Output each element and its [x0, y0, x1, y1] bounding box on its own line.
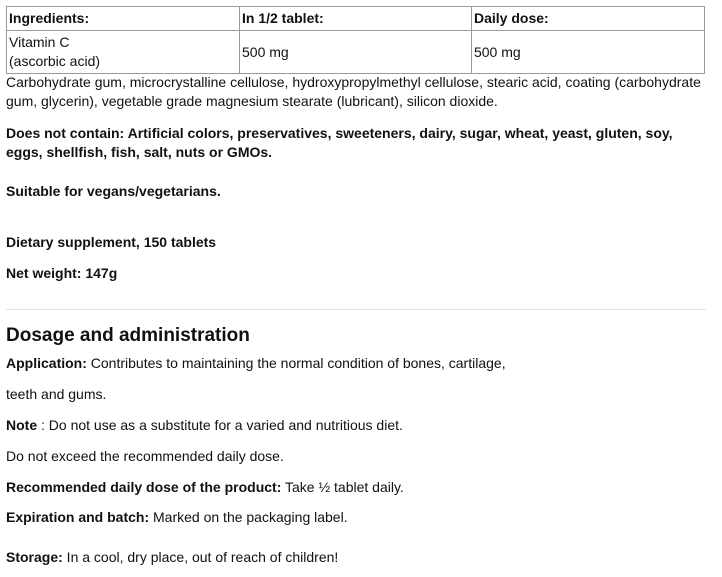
table-header-row	[7, 7, 705, 31]
storage-line	[6, 548, 706, 567]
ingredient-name-cell	[7, 31, 240, 74]
note-text: : Do not use as a substitute for a varied and nutritious diet.	[37, 417, 403, 433]
recommended-label: Recommended daily dose of the product:	[6, 479, 282, 495]
storage-label: Storage:	[6, 549, 63, 565]
header-half-tablet: In 1/2 tablet:	[240, 7, 472, 31]
note-label: Note	[6, 417, 38, 433]
dosage-title: Dosage and administration	[6, 325, 250, 346]
net-weight-line: Net weight: 147g	[6, 265, 118, 281]
free-from-statement: Does not contain: Artificial colors, preservatives, sweeteners, dairy, sugar, wheat, yeast, gluten, soy, eggs, shellfish, fish, salt, nuts or GMOs.	[6, 125, 673, 160]
half-tablet-amount: 500 mg	[240, 31, 472, 74]
other-ingredients: Carbohydrate gum, microcrystalline cellulose, hydroxypropylmethyl cellulose, stearic acid, coating (carbohydrate gum, glycerin), vegetable grade magnesium stearate (lubricant), silicon dioxide.	[6, 74, 701, 109]
ingredients-table	[6, 6, 705, 74]
section-divider	[6, 309, 706, 310]
table-row	[7, 31, 705, 74]
do-not-exceed-line: Do not exceed the recommended daily dose.	[6, 448, 284, 464]
header-daily-dose: Daily dose:	[471, 7, 704, 31]
suitable-statement: Suitable for vegans/vegetarians.	[6, 183, 221, 199]
daily-dose-amount: 500 mg	[471, 31, 704, 74]
note-line	[6, 416, 706, 435]
header-ingredients: Ingredients:	[7, 7, 240, 31]
expiration-label: Expiration and batch:	[6, 509, 150, 525]
ingredient-chemical-name: (ascorbic acid)	[9, 53, 101, 69]
application-line-cont: teeth and gums.	[6, 386, 107, 402]
ingredients-table-wrap	[6, 6, 706, 74]
ingredient-name: Vitamin C	[9, 34, 70, 50]
expiration-line	[6, 508, 706, 527]
expiration-text: Marked on the packaging label.	[149, 509, 348, 525]
dietary-supplement-line: Dietary supplement, 150 tablets	[6, 234, 217, 250]
storage-text: In a cool, dry place, out of reach of children!	[62, 549, 339, 565]
recommended-text: Take ½ tablet daily.	[281, 479, 404, 495]
application-line	[6, 354, 706, 373]
application-text: Contributes to maintaining the normal condition of bones, cartilage,	[86, 355, 506, 371]
application-label: Application:	[6, 355, 87, 371]
recommended-dose-line	[6, 478, 706, 497]
